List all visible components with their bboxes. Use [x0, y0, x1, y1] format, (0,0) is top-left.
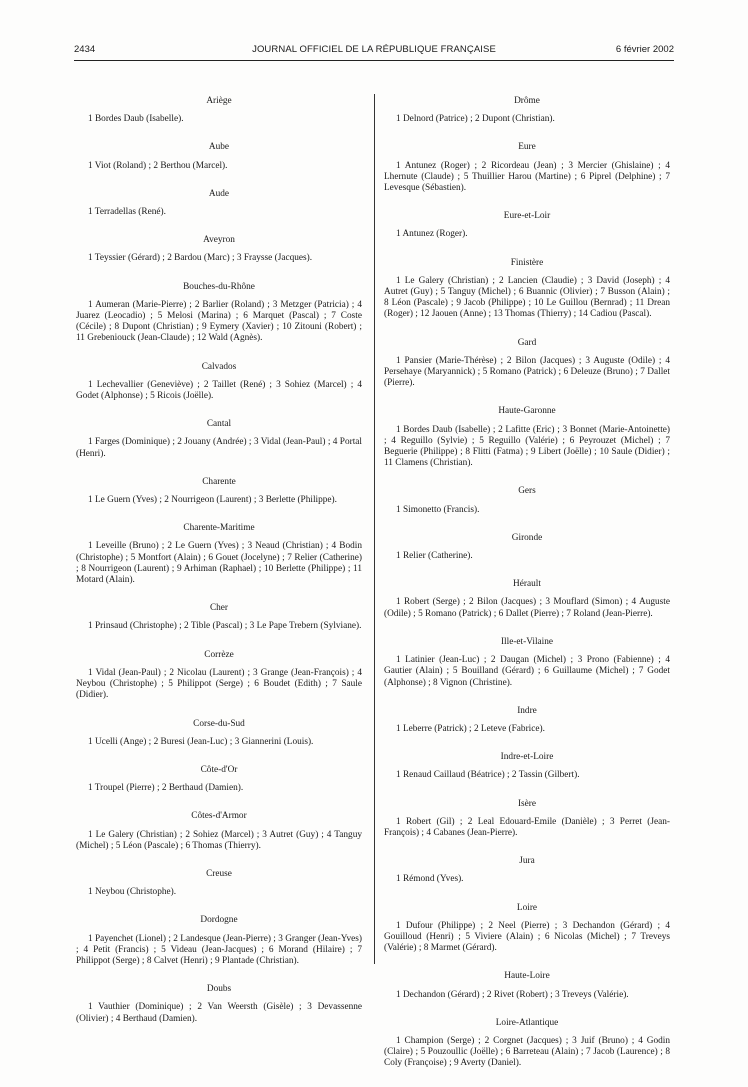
department-section	[384, 637, 670, 689]
nominee-list: 1 Aumeran (Marie-Pierre) ; 2 Barlier (Roland) ; 3 Metzger (Patricia) ; 4 Juarez (Leocadio) ; 5 Melosi (Marina) ; 6 Marquet (Pascal) ; 7 Coste (Cécile) ; 8 Dupont (Christian) ; 9 Eymery (Xavier) ; 10 Zitouni (Robert) ; 11 Grebeniouck (Jean-Claude) ; 12 Wald (Agnès).	[76, 299, 362, 344]
nominee-list: 1 Champion (Serge) ; 2 Corgnet (Jacques) ; 3 Juif (Bruno) ; 4 Godin (Claire) ; 5 Pouzoullic (Joëlle) ; 6 Barreteau (Alain) ; 7 Jacob (Laurence) ; 8 Coly (Françoise) ; 9 Averty (Daniel).	[384, 1035, 670, 1069]
nominee-list: 1 Bordes Daub (Isabelle).	[88, 114, 184, 125]
department-section	[384, 971, 670, 1000]
department-section	[76, 811, 362, 852]
department-section	[76, 235, 362, 264]
nominee-list: 1 Antunez (Roger).	[396, 229, 468, 240]
nominee-list: 1 Robert (Gil) ; 2 Leal Edouard-Emile (Danièle) ; 3 Perret (Jean-François) ; 4 Cabanes (Jean-Pierre).	[384, 816, 670, 838]
nominee-list: 1 Le Galery (Christian) ; 2 Sohiez (Marcel) ; 3 Autret (Guy) ; 4 Tanguy (Michel) ; 5 Léon (Pascale) ; 6 Thomas (Thierry).	[76, 829, 362, 851]
department-title: Côte-d'Or	[200, 764, 238, 775]
department-title: Drôme	[514, 96, 540, 106]
department-section	[76, 189, 362, 218]
department-section	[76, 282, 362, 345]
department-section	[76, 915, 362, 967]
department-section	[76, 650, 362, 702]
nominee-list: 1 Prinsaud (Christophe) ; 2 Tible (Pascal) ; 3 Le Pape Trebern (Sylviane).	[88, 621, 362, 632]
nominee-list: 1 Simonetto (Francis).	[396, 504, 480, 515]
department-title: Eure	[518, 142, 536, 153]
nominee-list: 1 Ucelli (Ange) ; 2 Buresi (Jean-Luc) ; 3 Giannerini (Louis).	[88, 736, 314, 747]
nominee-list: 1 Antunez (Roger) ; 2 Ricordeau (Jean) ; 3 Mercier (Ghislaine) ; 4 Lhernute (Claude) ; 5 Thuillier Harou (Martine) ; 6 Piprel (Delphine) ; 7 Levesque (Sébastien).	[384, 160, 670, 194]
department-section	[384, 856, 670, 885]
header-rule	[74, 60, 674, 61]
department-title: Indre	[517, 705, 537, 716]
nominee-list: 1 Farges (Dominique) ; 2 Jouany (Andrée) ; 3 Vidal (Jean-Paul) ; 4 Portal (Henri).	[76, 437, 362, 459]
nominee-list: 1 Payenchet (Lionel) ; 2 Landesque (Jean-Pierre) ; 3 Granger (Jean-Yves) ; 4 Petit (Francis) ; 5 Videau (Jean-Jacques) ; 6 Morand (Hilaire) ; 7 Philippot (Serge) ; 8 Calvet (Henri) ; 9 Plantade (Christian).	[76, 933, 362, 966]
department-section	[384, 96, 670, 125]
nominee-list: 1 Terradellas (René).	[88, 207, 166, 218]
department-title: Gers	[518, 486, 536, 497]
department-section	[384, 533, 670, 562]
department-section	[384, 579, 670, 620]
department-title: Charente-Maritime	[183, 523, 255, 534]
department-section	[76, 765, 362, 794]
department-title: Dordogne	[200, 915, 238, 926]
nominee-list: 1 Leberre (Patrick) ; 2 Leteve (Fabrice).	[396, 723, 545, 734]
department-title: Gironde	[511, 532, 543, 543]
department-section	[384, 211, 670, 240]
nominee-list: 1 Vidal (Jean-Paul) ; 2 Nicolau (Laurent) ; 3 Grange (Jean-François) ; 4 Neybou (Christophe) ; 5 Philippot (Serge) ; 6 Boudet (Edith) ; 7 Saule (Didier).	[76, 667, 362, 701]
department-section	[76, 719, 362, 748]
nominee-list: 1 Dufour (Philippe) ; 2 Neel (Pierre) ; 3 Dechandon (Gérard) ; 4 Gouilloud (Henri) ; 5 Viviere (Alain) ; 6 Nicolas (Michel) ; 7 Treveys (Valérie) ; 8 Marmet (Gérard).	[384, 920, 670, 954]
nominee-list: 1 Dechandon (Gérard) ; 2 Rivet (Robert) ; 3 Treveys (Valérie).	[396, 989, 629, 1000]
nominee-list: 1 Rémond (Yves).	[396, 874, 464, 885]
department-title: Aveyron	[203, 235, 235, 246]
nominee-list: 1 Robert (Serge) ; 2 Bilon (Jacques) ; 3 Mouflard (Simon) ; 4 Auguste (Odile) ; 5 Romano (Patrick) ; 6 Dallet (Pierre) ; 7 Roland (Jean-Pierre).	[384, 597, 670, 619]
department-section	[76, 869, 362, 898]
nominee-list: 1 Le Guern (Yves) ; 2 Nourrigeon (Laurent) ; 3 Berlette (Philippe).	[88, 495, 337, 506]
department-title: Charente	[202, 476, 236, 487]
department-section	[76, 419, 362, 460]
nominee-list: 1 Leveille (Bruno) ; 2 Le Guern (Yves) ; 3 Neaud (Christian) ; 4 Bodin (Christophe) ; 5 Montfort (Alain) ; 6 Gouet (Jocelyne) ; 7 Relier (Catherine) ; 8 Nourrigeon (Laurent) ; 9 Arhiman (Raphael) ; 10 Berlette (Philippe) ; 11 Motard (Alain).	[76, 541, 362, 586]
department-title: Hérault	[513, 579, 541, 590]
nominee-list: 1 Lechevallier (Geneviève) ; 2 Taillet (René) ; 3 Sohiez (Marcel) ; 4 Godet (Alphonse) ; 5 Ricois (Joëlle).	[76, 379, 362, 402]
department-title: Corse-du-Sud	[193, 718, 245, 729]
publication-date: 6 février 2002	[615, 44, 674, 55]
nominee-list: 1 Renaud Caillaud (Béatrice) ; 2 Tassin (Gilbert).	[396, 770, 580, 781]
department-section	[76, 984, 362, 1025]
department-section	[76, 142, 362, 171]
nominee-list: 1 Neybou (Christophe).	[88, 887, 177, 898]
department-section	[76, 603, 362, 632]
department-section	[384, 752, 670, 781]
department-section	[384, 1018, 670, 1070]
department-title: Haute-Garonne	[498, 406, 556, 417]
department-title: Loire	[516, 902, 538, 913]
department-title: Cher	[209, 603, 229, 614]
department-section	[384, 258, 670, 321]
nominee-list: 1 Vauthier (Dominique) ; 2 Van Weersth (Gisèle) ; 3 Devassenne (Olivier) ; 4 Berthaud (Damien).	[76, 1002, 362, 1024]
department-title: Ariège	[206, 96, 232, 106]
department-section	[384, 799, 670, 840]
department-title: Bouches-du-Rhône	[183, 281, 255, 292]
department-title: Ille-et-Vilaine	[500, 636, 554, 647]
department-section	[384, 486, 670, 515]
nominee-list: 1 Latinier (Jean-Luc) ; 2 Daugan (Michel) ; 3 Prono (Fabienne) ; 4 Gautier (Alain) ; 5 Bouilland (Gérard) ; 6 Guillaume (Michel) ; 7 Godet (Alphonse) ; 8 Vignon (Christine).	[384, 655, 670, 688]
department-title: Isère	[517, 798, 537, 809]
department-title: Finistère	[510, 257, 544, 268]
department-title: Aube	[208, 142, 230, 153]
department-title: Creuse	[206, 868, 232, 879]
department-section	[384, 338, 670, 390]
page-header	[74, 44, 674, 58]
journal-title: JOURNAL OFFICIEL DE LA RÉPUBLIQUE FRANÇAISE	[252, 44, 496, 55]
department-section	[76, 523, 362, 586]
department-section	[76, 96, 362, 125]
department-title: Côtes-d'Armor	[191, 811, 247, 822]
nominee-list: 1 Troupel (Pierre) ; 2 Berthaud (Damien).	[88, 783, 244, 794]
nominee-list: 1 Bordes Daub (Isabelle) ; 2 Lafitte (Eric) ; 3 Bonnet (Marie-Antoinette) ; 4 Reguillo (Sylvie) ; 5 Reguillo (Valérie) ; 6 Peyrouzet (Michel) ; 7 Beguerie (Philippe) ; 8 Flitti (Fatma) ; 9 Libert (Joëlle) ; 10 Saule (Didier) ; 11 Clamens (Christian).	[384, 424, 670, 469]
department-title: Eure-et-Loir	[503, 211, 551, 222]
department-title: Doubs	[206, 984, 232, 995]
column-divider	[374, 94, 375, 964]
department-section	[76, 477, 362, 506]
nominee-list: 1 Teyssier (Gérard) ; 2 Bardou (Marc) ; 3 Fraysse (Jacques).	[88, 253, 313, 264]
nominee-list: 1 Relier (Catherine).	[396, 551, 473, 562]
department-section	[384, 903, 670, 955]
department-title: Haute-Loire	[504, 971, 550, 982]
department-title: Gard	[517, 337, 537, 348]
nominee-list: 1 Pansier (Marie-Thérèse) ; 2 Bilon (Jacques) ; 3 Auguste (Odile) ; 4 Persehaye (Maryannick) ; 5 Romano (Patrick) ; 6 Deleuze (Bruno) ; 7 Dallet (Pierre).	[384, 355, 670, 389]
department-title: Aude	[208, 188, 230, 199]
department-title: Corrèze	[204, 649, 234, 660]
department-title: Indre-et-Loire	[500, 752, 554, 763]
department-title: Cantal	[206, 419, 232, 430]
department-title: Jura	[519, 856, 535, 867]
page-number: 2434	[74, 44, 96, 55]
department-section	[384, 706, 670, 735]
department-title: Loire-Atlantique	[495, 1017, 559, 1028]
department-section	[384, 406, 670, 469]
left-column	[76, 96, 362, 1042]
right-column	[384, 96, 670, 1087]
department-section	[384, 142, 670, 194]
nominee-list: 1 Viot (Roland) ; 2 Berthou (Marcel).	[88, 160, 228, 171]
nominee-list: 1 Le Galery (Christian) ; 2 Lancien (Claudie) ; 3 David (Joseph) ; 4 Autret (Guy) ; 5 Tanguy (Michel) ; 6 Buannic (Olivier) ; 7 Busson (Alain) ; 8 Léon (Pascale) ; 9 Jacob (Philippe) ; 10 Le Guillou (Bernrad) ; 11 Drean (Roger) ; 12 Jaouen (Anne) ; 13 Thomas (Thierry) ; 14 Cadiou (Pascal).	[384, 275, 670, 320]
department-section	[76, 362, 362, 403]
nominee-list: 1 Delnord (Patrice) ; 2 Dupont (Christian).	[396, 114, 555, 125]
department-title: Calvados	[201, 361, 237, 372]
